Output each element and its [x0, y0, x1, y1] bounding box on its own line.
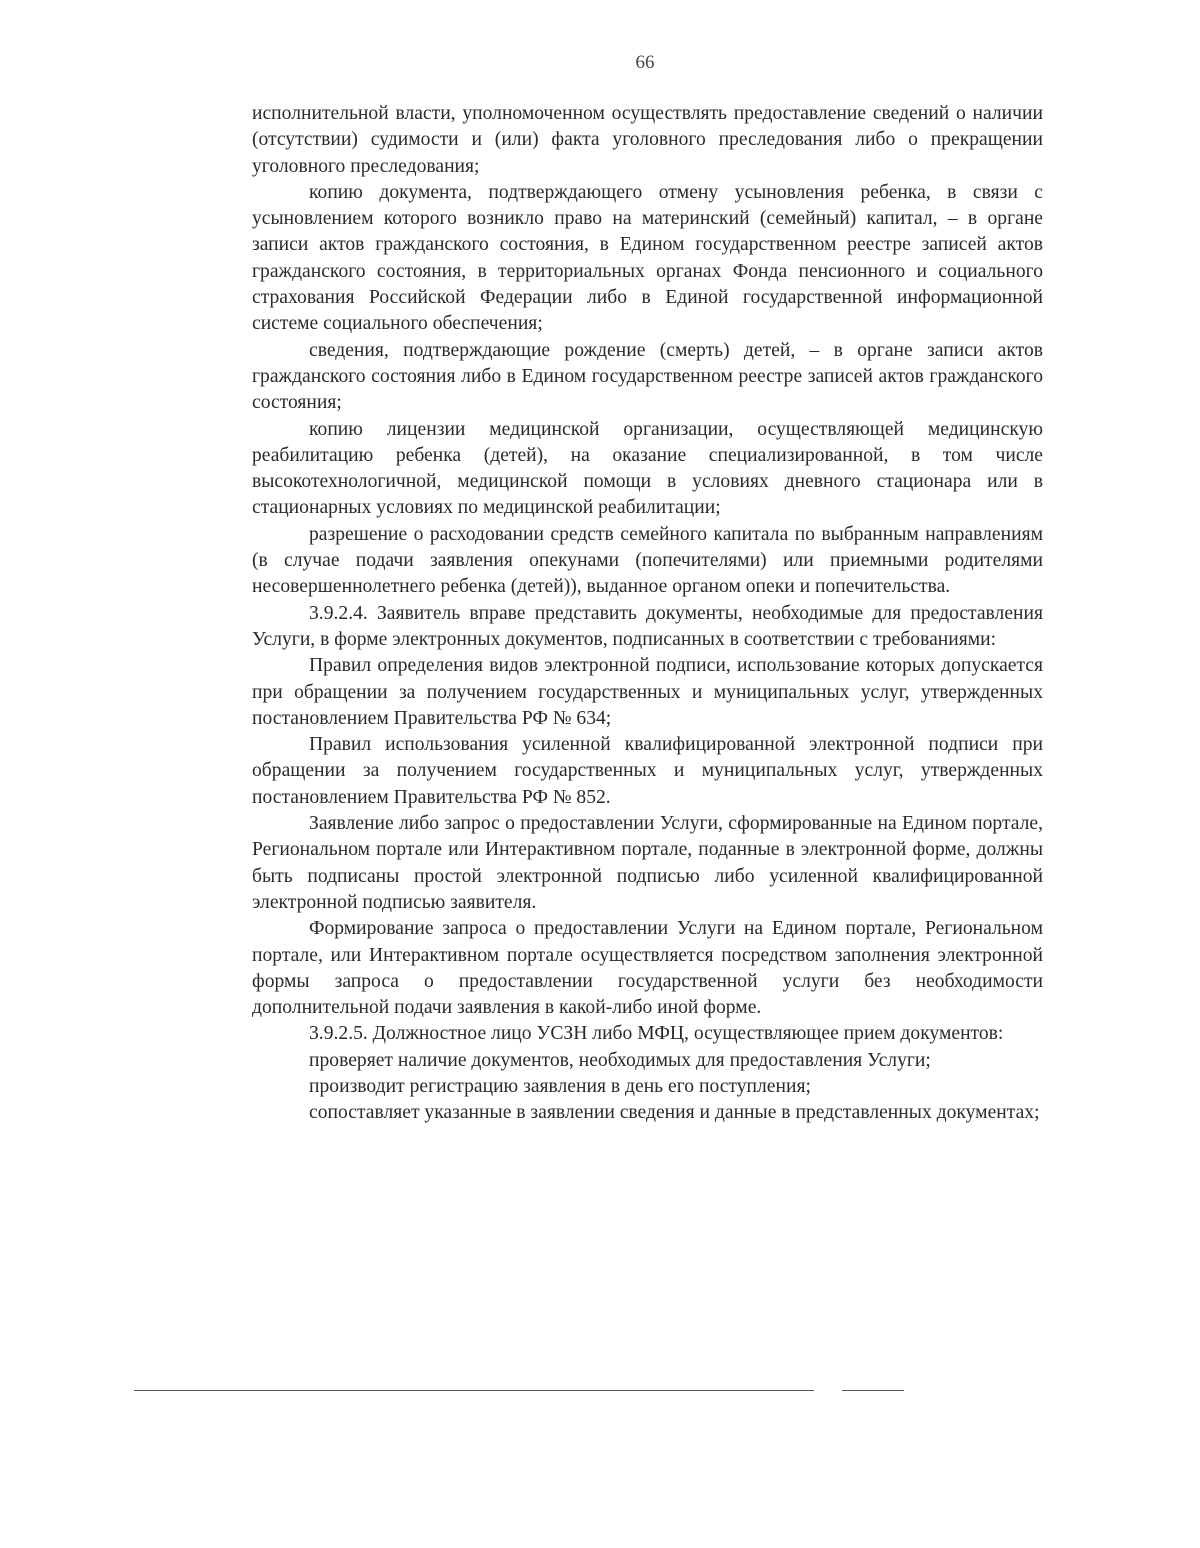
- paragraph-11: 3.9.2.5. Должностное лицо УСЗН либо МФЦ, осуществляющее прием документов:: [309, 1023, 1004, 1045]
- paragraph-7: Правил определения видов электронной подписи, использование которых допускается при обращении за получением государственных и муниципальных услуг, утвержденных постановлением Правительства РФ № 634;: [252, 655, 1043, 729]
- paragraph-9: Заявление либо запрос о предоставлении Услуги, сформированные на Едином портале, Региональном портале или Интерактивном портале, поданные в электронной форме, должны быть подписаны простой электронной подписью либо усиленной квалифицированной электронной подписью заявителя.: [252, 813, 1043, 913]
- footer-rule-short: [842, 1390, 904, 1391]
- paragraph-3: сведения, подтверждающие рождение (смерть) детей, – в органе записи актов гражданского состояния либо в Едином государственном реестре записей актов гражданского состояния;: [252, 339, 1043, 414]
- paragraph-13: производит регистрацию заявления в день его поступления;: [309, 1075, 811, 1097]
- paragraph-8: Правил использования усиленной квалифицированной электронной подписи при обращении за получением государственных и муниципальных услуг, утвержденных постановлением Правительства РФ № 852.: [252, 734, 1043, 808]
- paragraph-4: копию лицензии медицинской организации, осуществляющей медицинскую реабилитацию ребенка (детей), на оказание специализированной, в том числе высокотехнологичной, медицинской помощи в условиях дневного стационара или в стационарных условиях по медицинской реабилитации;: [252, 418, 1043, 519]
- paragraph-10: Формирование запроса о предоставлении Услуги на Едином портале, Региональном портале, или Интерактивном портале осуществляется посредством заполнения электронной формы запроса о предоставлении государственной услуги без необходимости дополнительной подачи заявления в какой-либо иной форме.: [252, 918, 1043, 1019]
- paragraph-12: проверяет наличие документов, необходимых для предоставления Услуги;: [309, 1049, 931, 1071]
- paragraph-2: копию документа, подтверждающего отмену усыновления ребенка, в связи с усыновлением которого возникло право на материнский (семейный) капитал, – в органе записи актов гражданского состояния, в Едином государственном реестре записей актов гражданского состояния, в территориальных органах Фонда пенсионного и социального страхования Российской Федерации либо в Единой государственной информационной системе социального обеспечения;: [252, 181, 1043, 335]
- paragraph-6: 3.9.2.4. Заявитель вправе представить документы, необходимые для предоставления Услуги, в форме электронных документов, подписанных в соответствии с требованиями:: [252, 602, 1043, 650]
- page-number: 66: [635, 52, 655, 73]
- paragraph-14: сопоставляет указанные в заявлении сведения и данные в представленных документах;: [309, 1102, 1040, 1124]
- paragraph-5: разрешение о расходовании средств семейного капитала по выбранным направлениям (в случае подачи заявления опекунами (попечителями) или приемными родителями несовершеннолетнего ребенка (детей)), выданное органом опеки и попечительства.: [252, 523, 1043, 598]
- document-body: [252, 101, 1043, 1127]
- footer-rule-long: [134, 1390, 814, 1391]
- paragraph-1: исполнительной власти, уполномоченном осуществлять предоставление сведений о наличии (отсутствии) судимости и (или) факта уголовного преследования либо о прекращении уголовного преследования;: [252, 103, 1043, 177]
